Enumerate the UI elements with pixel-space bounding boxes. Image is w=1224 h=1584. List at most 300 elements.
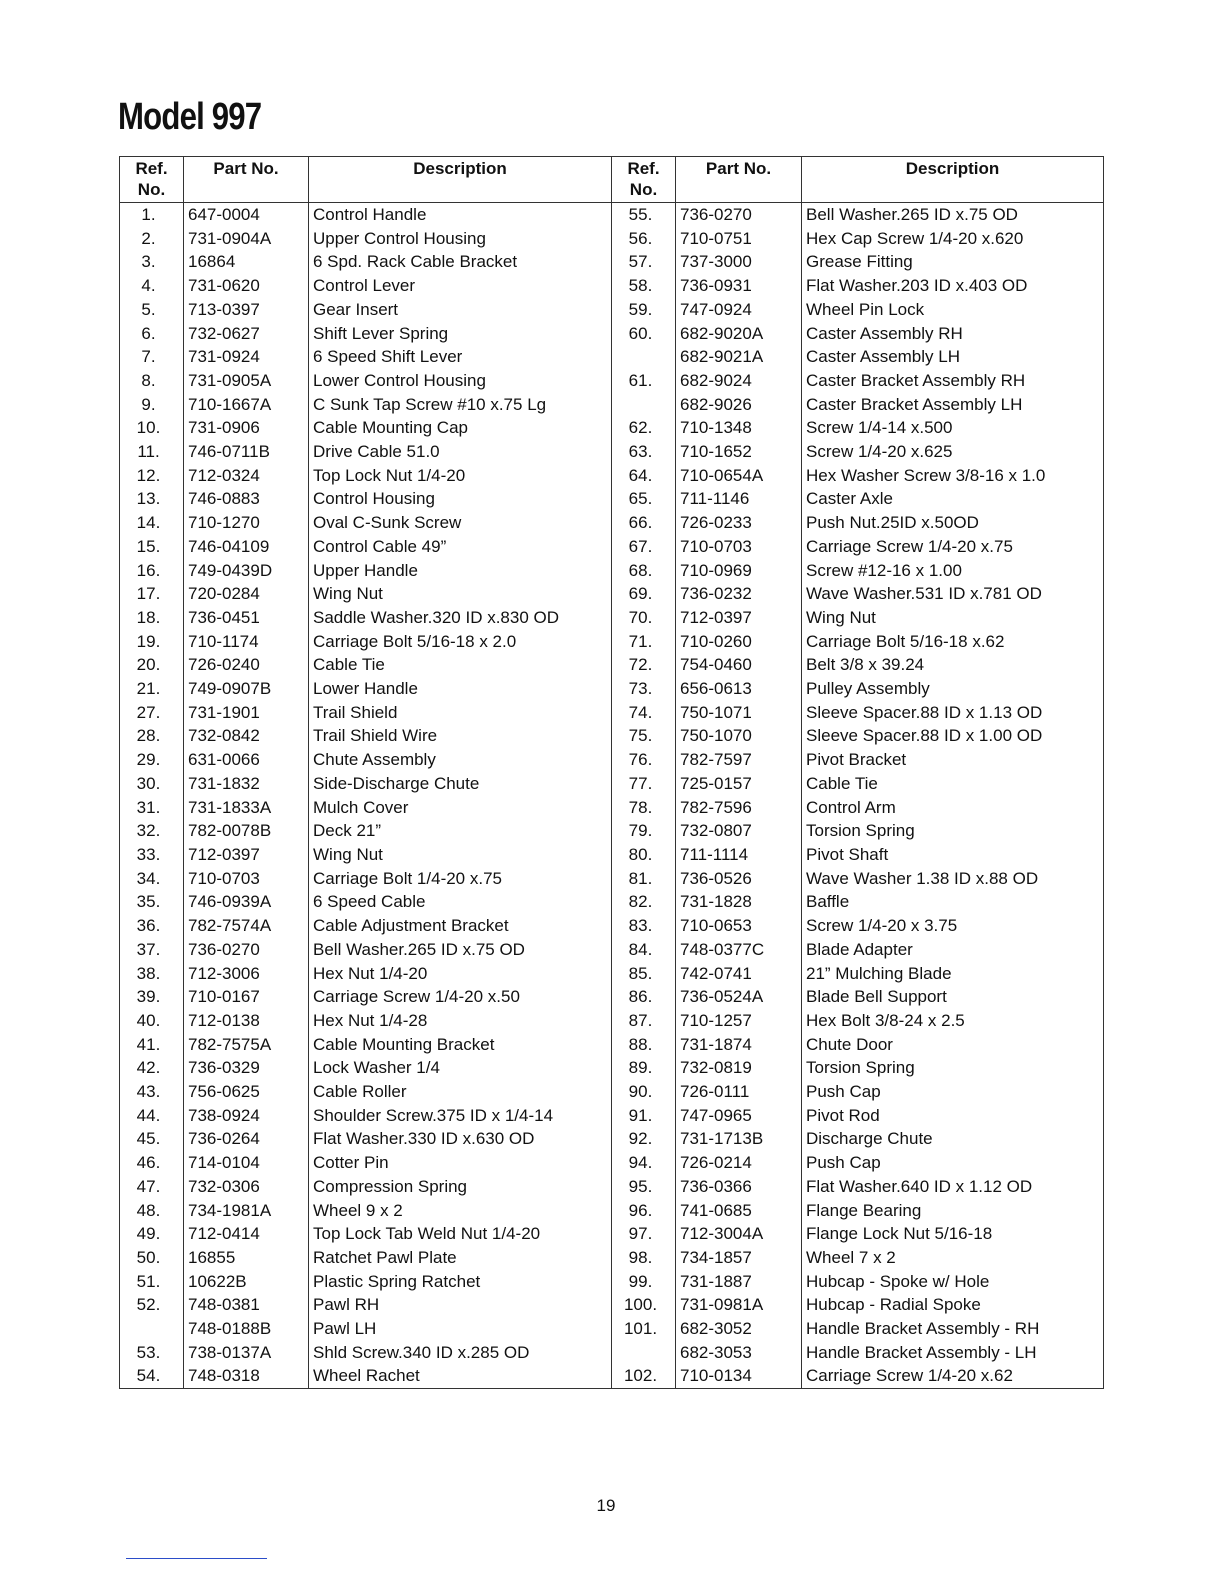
ref-no-cell: 34.: [120, 867, 184, 891]
part-no-cell: 732-0807: [676, 819, 802, 843]
description-cell: Cable Mounting Cap: [309, 416, 612, 440]
description-cell: Discharge Chute: [802, 1127, 1104, 1151]
table-row: [120, 890, 612, 914]
ref-no-cell: 33.: [120, 843, 184, 867]
description-cell: Cable Mounting Bracket: [309, 1033, 612, 1057]
part-no-cell: 712-0397: [676, 606, 802, 630]
table-row: [612, 1199, 1104, 1223]
table-row: [120, 1033, 612, 1057]
ref-no-cell: 56.: [612, 227, 676, 251]
table-row: [120, 867, 612, 891]
table-row: [612, 487, 1104, 511]
part-no-cell: 10622B: [184, 1270, 309, 1294]
table-row: [120, 1270, 612, 1294]
part-no-cell: 754-0460: [676, 653, 802, 677]
table-row: [612, 1127, 1104, 1151]
ref-no-cell: 16.: [120, 559, 184, 583]
ref-no-cell: 21.: [120, 677, 184, 701]
table-row: [120, 1056, 612, 1080]
table-header-row: [120, 157, 612, 203]
part-no-cell: 736-0264: [184, 1127, 309, 1151]
part-no-cell: 731-0906: [184, 416, 309, 440]
table-row: [120, 1080, 612, 1104]
part-no-cell: 16864: [184, 250, 309, 274]
ref-no-cell: 72.: [612, 653, 676, 677]
description-cell: Screw 1/4-14 x.500: [802, 416, 1104, 440]
table-row: [612, 227, 1104, 251]
ref-no-cell: 102.: [612, 1364, 676, 1388]
table-row: [612, 890, 1104, 914]
part-no-cell: 749-0907B: [184, 677, 309, 701]
table-row: [612, 819, 1104, 843]
description-cell: Ratchet Pawl Plate: [309, 1246, 612, 1270]
description-cell: Upper Handle: [309, 559, 612, 583]
description-cell: C Sunk Tap Screw #10 x.75 Lg: [309, 393, 612, 417]
part-no-cell: 726-0240: [184, 653, 309, 677]
description-cell: Sleeve Spacer.88 ID x 1.00 OD: [802, 724, 1104, 748]
part-no-cell: 710-1257: [676, 1009, 802, 1033]
table-row: [612, 914, 1104, 938]
ref-no-cell: 35.: [120, 890, 184, 914]
table-row: [612, 345, 1104, 369]
table-row: [612, 1009, 1104, 1033]
description-cell: Push Cap: [802, 1080, 1104, 1104]
description-cell: Flange Lock Nut 5/16-18: [802, 1222, 1104, 1246]
table-row: [120, 559, 612, 583]
description-cell: Lower Handle: [309, 677, 612, 701]
ref-no-cell: 61.: [612, 369, 676, 393]
description-cell: Shld Screw.340 ID x.285 OD: [309, 1341, 612, 1365]
part-no-cell: 782-0078B: [184, 819, 309, 843]
table-row: [612, 535, 1104, 559]
part-no-cell: 682-3053: [676, 1341, 802, 1365]
part-no-cell: 731-1833A: [184, 796, 309, 820]
part-no-header: Part No.: [676, 157, 802, 203]
description-cell: Carriage Screw 1/4-20 x.75: [802, 535, 1104, 559]
ref-no-cell: 71.: [612, 630, 676, 654]
description-cell: Caster Bracket Assembly LH: [802, 393, 1104, 417]
ref-no-cell: 89.: [612, 1056, 676, 1080]
description-cell: Cable Adjustment Bracket: [309, 914, 612, 938]
description-cell: Pawl LH: [309, 1317, 612, 1341]
part-no-cell: 747-0965: [676, 1104, 802, 1128]
table-row: [120, 701, 612, 725]
ref-no-cell: 48.: [120, 1199, 184, 1223]
part-no-cell: 736-0931: [676, 274, 802, 298]
description-cell: Bell Washer.265 ID x.75 OD: [309, 938, 612, 962]
table-row: [612, 440, 1104, 464]
table-row: [612, 1364, 1104, 1388]
ref-no-cell: 50.: [120, 1246, 184, 1270]
description-cell: Wing Nut: [802, 606, 1104, 630]
part-no-cell: 732-0842: [184, 724, 309, 748]
table-row: [120, 1364, 612, 1388]
ref-no-cell: 96.: [612, 1199, 676, 1223]
part-no-cell: 782-7575A: [184, 1033, 309, 1057]
table-row: [120, 606, 612, 630]
part-no-cell: 741-0685: [676, 1199, 802, 1223]
ref-no-cell: 15.: [120, 535, 184, 559]
description-cell: Baffle: [802, 890, 1104, 914]
part-no-cell: 731-1887: [676, 1270, 802, 1294]
part-no-cell: 682-9026: [676, 393, 802, 417]
ref-no-cell: 6.: [120, 322, 184, 346]
ref-no-cell: 14.: [120, 511, 184, 535]
description-cell: Drive Cable 51.0: [309, 440, 612, 464]
description-cell: Chute Assembly: [309, 748, 612, 772]
description-cell: Control Cable 49”: [309, 535, 612, 559]
ref-no-cell: 95.: [612, 1175, 676, 1199]
description-cell: Blade Adapter: [802, 938, 1104, 962]
ref-no-cell: 68.: [612, 559, 676, 583]
part-no-cell: 746-0939A: [184, 890, 309, 914]
ref-no-cell: 42.: [120, 1056, 184, 1080]
description-cell: Belt 3/8 x 39.24: [802, 653, 1104, 677]
ref-no-cell: 4.: [120, 274, 184, 298]
description-cell: Cotter Pin: [309, 1151, 612, 1175]
table-row: [612, 274, 1104, 298]
ref-no-cell: 97.: [612, 1222, 676, 1246]
description-cell: Control Lever: [309, 274, 612, 298]
table-row: [612, 1104, 1104, 1128]
part-no-cell: 731-1874: [676, 1033, 802, 1057]
description-cell: Pulley Assembly: [802, 677, 1104, 701]
parts-table-body: [612, 203, 1104, 1389]
description-cell: Screw #12-16 x 1.00: [802, 559, 1104, 583]
description-cell: Wave Washer.531 ID x.781 OD: [802, 582, 1104, 606]
description-cell: Handle Bracket Assembly - RH: [802, 1317, 1104, 1341]
part-no-cell: 647-0004: [184, 203, 309, 227]
description-cell: Cable Tie: [802, 772, 1104, 796]
table-row: [612, 1056, 1104, 1080]
ref-no-cell: 11.: [120, 440, 184, 464]
part-no-cell: 712-0138: [184, 1009, 309, 1033]
part-no-cell: 713-0397: [184, 298, 309, 322]
description-cell: Screw 1/4-20 x.625: [802, 440, 1104, 464]
table-row: [120, 227, 612, 251]
ref-no-cell: 81.: [612, 867, 676, 891]
part-no-cell: 711-1146: [676, 487, 802, 511]
part-no-cell: 731-1832: [184, 772, 309, 796]
table-row: [612, 1341, 1104, 1365]
description-cell: Shift Lever Spring: [309, 322, 612, 346]
part-no-cell: 710-1174: [184, 630, 309, 654]
ref-no-cell: 40.: [120, 1009, 184, 1033]
table-row: [612, 1222, 1104, 1246]
description-cell: 21” Mulching Blade: [802, 962, 1104, 986]
ref-no-cell: 3.: [120, 250, 184, 274]
table-row: [612, 772, 1104, 796]
part-no-cell: 738-0924: [184, 1104, 309, 1128]
table-row: [120, 914, 612, 938]
description-cell: Sleeve Spacer.88 ID x 1.13 OD: [802, 701, 1104, 725]
part-no-cell: 710-1270: [184, 511, 309, 535]
part-no-header: Part No.: [184, 157, 309, 203]
part-no-cell: 732-0306: [184, 1175, 309, 1199]
description-cell: Pawl RH: [309, 1293, 612, 1317]
page-title: Model 997: [118, 96, 262, 138]
ref-no-cell: 94.: [612, 1151, 676, 1175]
table-row: [612, 962, 1104, 986]
part-no-cell: 712-0397: [184, 843, 309, 867]
description-cell: Lock Washer 1/4: [309, 1056, 612, 1080]
ref-no-cell: 83.: [612, 914, 676, 938]
part-no-cell: 712-3006: [184, 962, 309, 986]
table-row: [612, 464, 1104, 488]
table-row: [612, 298, 1104, 322]
ref-no-cell: 76.: [612, 748, 676, 772]
part-no-cell: 712-0324: [184, 464, 309, 488]
part-no-cell: 782-7574A: [184, 914, 309, 938]
footer-rule: [126, 1558, 267, 1559]
ref-no-cell: 51.: [120, 1270, 184, 1294]
description-cell: Trail Shield: [309, 701, 612, 725]
part-no-cell: 682-3052: [676, 1317, 802, 1341]
ref-no-cell: 46.: [120, 1151, 184, 1175]
ref-no-cell: 19.: [120, 630, 184, 654]
description-cell: Hex Washer Screw 3/8-16 x 1.0: [802, 464, 1104, 488]
part-no-cell: 737-3000: [676, 250, 802, 274]
ref-no-cell: 58.: [612, 274, 676, 298]
ref-no-cell: 7.: [120, 345, 184, 369]
part-no-cell: 749-0439D: [184, 559, 309, 583]
ref-no-cell: [612, 345, 676, 369]
part-no-cell: 682-9021A: [676, 345, 802, 369]
parts-table-right: [611, 156, 1104, 1389]
ref-no-cell: 55.: [612, 203, 676, 227]
table-row: [120, 464, 612, 488]
part-no-cell: 731-0905A: [184, 369, 309, 393]
table-row: [612, 606, 1104, 630]
table-row: [120, 440, 612, 464]
parts-table-left: [119, 156, 612, 1389]
table-row: [612, 203, 1104, 227]
ref-no-cell: 31.: [120, 796, 184, 820]
ref-no-cell: 20.: [120, 653, 184, 677]
ref-no-cell: 66.: [612, 511, 676, 535]
table-row: [612, 1033, 1104, 1057]
table-row: [612, 369, 1104, 393]
ref-no-cell: 59.: [612, 298, 676, 322]
ref-no-cell: 28.: [120, 724, 184, 748]
table-row: [120, 1317, 612, 1341]
table-row: [612, 1175, 1104, 1199]
table-row: [120, 748, 612, 772]
part-no-cell: 656-0613: [676, 677, 802, 701]
part-no-cell: 748-0381: [184, 1293, 309, 1317]
ref-no-cell: 79.: [612, 819, 676, 843]
ref-no-cell: 75.: [612, 724, 676, 748]
table-header-row: [612, 157, 1104, 203]
table-row: [120, 250, 612, 274]
description-cell: Blade Bell Support: [802, 985, 1104, 1009]
table-row: [612, 511, 1104, 535]
description-cell: 6 Spd. Rack Cable Bracket: [309, 250, 612, 274]
part-no-cell: 734-1981A: [184, 1199, 309, 1223]
part-no-cell: 726-0111: [676, 1080, 802, 1104]
table-row: [612, 1293, 1104, 1317]
table-row: [120, 369, 612, 393]
ref-no-cell: 5.: [120, 298, 184, 322]
ref-no-cell: 65.: [612, 487, 676, 511]
part-no-cell: 714-0104: [184, 1151, 309, 1175]
ref-no-cell: [612, 1341, 676, 1365]
ref-no-cell: 18.: [120, 606, 184, 630]
part-no-cell: 736-0366: [676, 1175, 802, 1199]
description-cell: Torsion Spring: [802, 1056, 1104, 1080]
table-row: [120, 298, 612, 322]
table-row: [120, 630, 612, 654]
table-row: [120, 416, 612, 440]
part-no-cell: 710-0134: [676, 1364, 802, 1388]
part-no-cell: 748-0188B: [184, 1317, 309, 1341]
table-row: [612, 1080, 1104, 1104]
description-cell: Cable Tie: [309, 653, 612, 677]
part-no-cell: 746-0883: [184, 487, 309, 511]
part-no-cell: 736-0232: [676, 582, 802, 606]
description-cell: Pivot Shaft: [802, 843, 1104, 867]
description-cell: Carriage Bolt 5/16-18 x 2.0: [309, 630, 612, 654]
description-cell: Deck 21”: [309, 819, 612, 843]
part-no-cell: 748-0377C: [676, 938, 802, 962]
table-row: [120, 1222, 612, 1246]
description-cell: Oval C-Sunk Screw: [309, 511, 612, 535]
description-cell: Caster Axle: [802, 487, 1104, 511]
ref-no-cell: 57.: [612, 250, 676, 274]
table-row: [612, 416, 1104, 440]
ref-no-header: Ref. No.: [120, 157, 184, 203]
description-cell: Push Nut.25ID x.50OD: [802, 511, 1104, 535]
description-cell: Top Lock Nut 1/4-20: [309, 464, 612, 488]
ref-no-cell: 74.: [612, 701, 676, 725]
part-no-cell: 756-0625: [184, 1080, 309, 1104]
ref-no-cell: 36.: [120, 914, 184, 938]
ref-no-cell: 13.: [120, 487, 184, 511]
part-no-cell: 731-0981A: [676, 1293, 802, 1317]
table-row: [120, 1127, 612, 1151]
description-cell: Push Cap: [802, 1151, 1104, 1175]
part-no-cell: 720-0284: [184, 582, 309, 606]
part-no-cell: 750-1070: [676, 724, 802, 748]
description-cell: Hex Nut 1/4-28: [309, 1009, 612, 1033]
table-row: [612, 724, 1104, 748]
part-no-cell: 712-3004A: [676, 1222, 802, 1246]
ref-no-cell: [612, 393, 676, 417]
table-row: [612, 250, 1104, 274]
description-cell: Bell Washer.265 ID x.75 OD: [802, 203, 1104, 227]
ref-no-cell: 27.: [120, 701, 184, 725]
table-row: [612, 677, 1104, 701]
ref-no-cell: 9.: [120, 393, 184, 417]
description-cell: Flange Bearing: [802, 1199, 1104, 1223]
table-row: [612, 1246, 1104, 1270]
part-no-cell: 16855: [184, 1246, 309, 1270]
table-row: [612, 843, 1104, 867]
ref-no-cell: 90.: [612, 1080, 676, 1104]
part-no-cell: 731-0904A: [184, 227, 309, 251]
description-cell: Caster Bracket Assembly RH: [802, 369, 1104, 393]
table-row: [612, 701, 1104, 725]
part-no-cell: 736-0526: [676, 867, 802, 891]
description-header: Description: [802, 157, 1104, 203]
part-no-cell: 736-0524A: [676, 985, 802, 1009]
table-row: [120, 322, 612, 346]
part-no-cell: 631-0066: [184, 748, 309, 772]
description-cell: Upper Control Housing: [309, 227, 612, 251]
part-no-cell: 725-0157: [676, 772, 802, 796]
ref-no-cell: 53.: [120, 1341, 184, 1365]
ref-no-cell: 38.: [120, 962, 184, 986]
part-no-cell: 736-0270: [676, 203, 802, 227]
table-row: [120, 962, 612, 986]
description-cell: Wing Nut: [309, 843, 612, 867]
description-cell: Carriage Bolt 5/16-18 x.62: [802, 630, 1104, 654]
ref-no-cell: 70.: [612, 606, 676, 630]
ref-no-cell: 88.: [612, 1033, 676, 1057]
description-cell: Wheel Rachet: [309, 1364, 612, 1388]
description-cell: Screw 1/4-20 x 3.75: [802, 914, 1104, 938]
ref-no-cell: 17.: [120, 582, 184, 606]
part-no-cell: 682-9020A: [676, 322, 802, 346]
table-row: [120, 677, 612, 701]
description-cell: Wheel Pin Lock: [802, 298, 1104, 322]
ref-no-cell: 49.: [120, 1222, 184, 1246]
table-row: [612, 1151, 1104, 1175]
part-no-cell: 710-0751: [676, 227, 802, 251]
part-no-cell: 710-1652: [676, 440, 802, 464]
table-row: [612, 322, 1104, 346]
ref-no-cell: 92.: [612, 1127, 676, 1151]
part-no-cell: 710-1667A: [184, 393, 309, 417]
part-no-cell: 731-1828: [676, 890, 802, 914]
ref-no-cell: 73.: [612, 677, 676, 701]
description-cell: Hex Cap Screw 1/4-20 x.620: [802, 227, 1104, 251]
table-row: [120, 843, 612, 867]
description-cell: Hubcap - Spoke w/ Hole: [802, 1270, 1104, 1294]
description-cell: Carriage Screw 1/4-20 x.50: [309, 985, 612, 1009]
part-no-cell: 748-0318: [184, 1364, 309, 1388]
ref-no-cell: 62.: [612, 416, 676, 440]
description-cell: Caster Assembly LH: [802, 345, 1104, 369]
description-cell: Hex Nut 1/4-20: [309, 962, 612, 986]
ref-no-cell: 60.: [612, 322, 676, 346]
table-row: [612, 796, 1104, 820]
ref-no-cell: 86.: [612, 985, 676, 1009]
ref-no-header: Ref. No.: [612, 157, 676, 203]
table-row: [120, 796, 612, 820]
part-no-cell: 747-0924: [676, 298, 802, 322]
ref-no-cell: 39.: [120, 985, 184, 1009]
description-cell: Carriage Bolt 1/4-20 x.75: [309, 867, 612, 891]
part-no-cell: 726-0214: [676, 1151, 802, 1175]
part-no-cell: 710-0653: [676, 914, 802, 938]
description-cell: Pivot Bracket: [802, 748, 1104, 772]
table-row: [120, 1341, 612, 1365]
part-no-cell: 736-0451: [184, 606, 309, 630]
table-row: [120, 772, 612, 796]
part-no-cell: 742-0741: [676, 962, 802, 986]
table-row: [120, 393, 612, 417]
description-cell: 6 Speed Cable: [309, 890, 612, 914]
description-cell: Trail Shield Wire: [309, 724, 612, 748]
part-no-cell: 732-0627: [184, 322, 309, 346]
ref-no-cell: 52.: [120, 1293, 184, 1317]
ref-no-cell: 41.: [120, 1033, 184, 1057]
ref-no-cell: 10.: [120, 416, 184, 440]
description-cell: Flat Washer.203 ID x.403 OD: [802, 274, 1104, 298]
description-cell: Saddle Washer.320 ID x.830 OD: [309, 606, 612, 630]
ref-no-cell: 12.: [120, 464, 184, 488]
